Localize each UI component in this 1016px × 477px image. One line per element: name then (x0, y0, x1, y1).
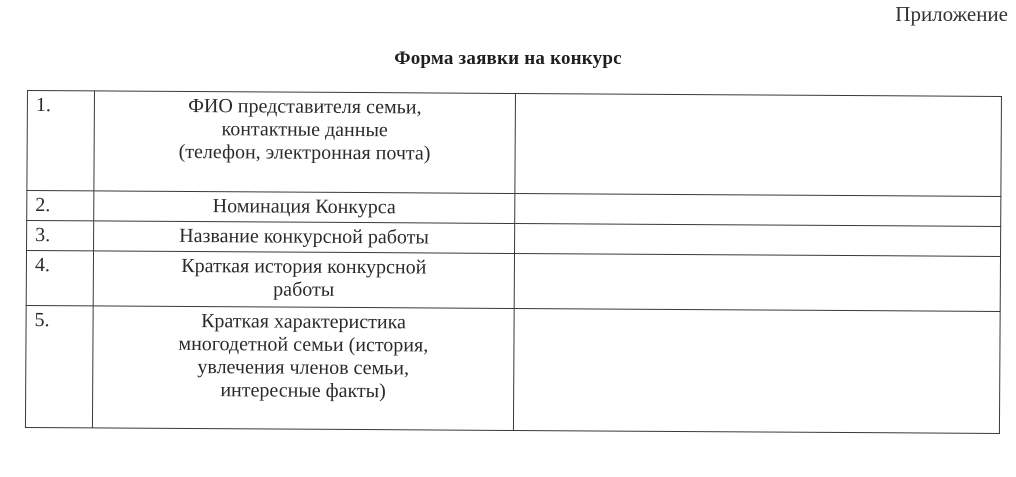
row-label-line: Краткая история конкурсной (181, 254, 427, 279)
form-title: Форма заявки на конкурс (394, 48, 622, 69)
row-label (93, 251, 515, 309)
appendix-label: Приложение (895, 2, 1008, 26)
row-value-field[interactable] (515, 223, 1001, 256)
row-value-field[interactable] (515, 93, 1001, 196)
row-number: 2. (27, 191, 94, 221)
row-label-line: увлечения членов семьи, (197, 356, 410, 380)
table-row (27, 91, 1002, 197)
row-number: 4. (26, 251, 93, 306)
row-label-line: работы (273, 278, 335, 301)
application-form-table (25, 90, 1002, 434)
row-number: 1. (27, 91, 94, 191)
table-row (26, 251, 1000, 312)
row-label-line: Номинация Конкурса (212, 195, 396, 219)
row-label-line: Название конкурсной работы (179, 224, 429, 249)
row-label-line: контактные данные (221, 118, 388, 142)
row-number: 3. (27, 221, 94, 251)
table-row (25, 305, 1000, 433)
row-label (92, 306, 515, 431)
row-label-line: (телефон, электронная почта) (178, 140, 431, 165)
row-label-line: ФИО представителя семьи, (188, 94, 422, 119)
row-value-field[interactable] (514, 308, 1000, 433)
row-label-line: Краткая характеристика (201, 310, 406, 334)
row-label-line: интересные факты) (220, 379, 386, 403)
row-label-line: многодетной семьи (история, (178, 332, 429, 357)
row-value-field[interactable] (515, 193, 1001, 226)
row-number: 5. (25, 305, 92, 427)
row-label (93, 91, 515, 194)
row-label (93, 191, 515, 224)
row-value-field[interactable] (515, 253, 1001, 311)
row-label (93, 221, 515, 254)
